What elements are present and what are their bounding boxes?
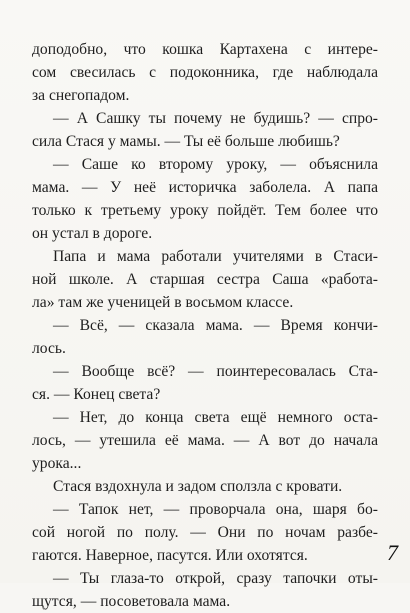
body-text: [32, 38, 378, 613]
text-line: лось.: [32, 340, 66, 357]
page-number: 7: [387, 540, 398, 565]
text-line: за снегопадом.: [32, 87, 130, 104]
text-line: щутся, — посоветовала мама.: [32, 593, 231, 610]
text-line: — Саше ко второму уроку, — объяснила: [53, 156, 378, 173]
text-line: он устал в дороге.: [32, 225, 153, 242]
text-line: — Ты глаза-то открой, сразу тапочки оты-: [53, 570, 378, 587]
text-line: — А Сашку ты почему не будишь? — спро-: [53, 110, 378, 127]
text-line: ла» там же ученицей в восьмом классе.: [32, 294, 294, 311]
text-line: доподобно, что кошка Картахена с интере-: [32, 41, 378, 58]
text-line: лось, — утешила её мама. — А вот до начала: [32, 432, 378, 449]
text-line: сом свесилась с подоконника, где наблюдала: [32, 64, 378, 81]
text-line: — Всё, — сказала мама. — Время кончи-: [53, 317, 378, 334]
text-line: гаются. Наверное, пасутся. Или охотятся.: [32, 547, 308, 564]
text-line: — Нет, до конца света ещё немного оста-: [53, 409, 378, 426]
text-line: — Вообще всё? — поинтересовалась Ста-: [53, 363, 378, 380]
text-line: сой ногой по полу. — Они по ночам разбе-: [32, 524, 378, 541]
text-line: ной школе. А старшая сестра Саша «работа-: [32, 271, 378, 288]
text-line: ся. — Конец света?: [32, 386, 161, 403]
text-line: — Тапок нет, — проворчала она, шаря бо-: [53, 501, 378, 518]
text-line: только к третьему уроку пойдёт. Тем более что: [32, 202, 378, 219]
text-line: Стася вздохнула и задом сползла с кровати.: [53, 478, 343, 495]
text-line: мама. — У неё историчка заболела. А папа: [32, 179, 378, 196]
text-line: сила Стася у мамы. — Ты её больше любишь?: [32, 133, 340, 150]
text-line: Папа и мама работали учителями в Стаси-: [53, 248, 378, 265]
text-line: урока...: [32, 455, 82, 472]
